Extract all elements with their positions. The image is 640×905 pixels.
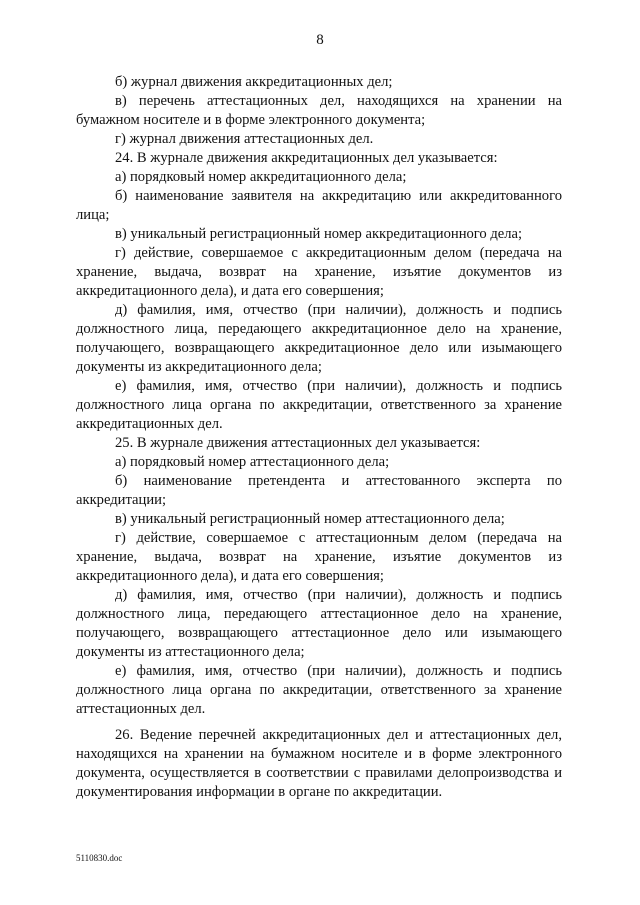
paragraph-1v: в) перечень аттестационных дел, находящихся на хранении на бумажном носителе и в форме электронного документа; [76, 93, 562, 128]
paragraph-24b: б) наименование заявителя на аккредитацию или аккредитованного лица; [76, 188, 562, 223]
paragraph-24d: д) фамилия, имя, отчество (при наличии), должность и подпись должностного лица, передающего аккредитационное дело на хранение, получающего, возвращающего аккредитационное дело или изымающего документы из аккредитационного дела; [76, 302, 562, 375]
file-code: 5110830.doc [76, 853, 123, 863]
paragraph-1b: б) журнал движения аккредитационных дел; [115, 74, 393, 90]
paragraph-24v: в) уникальный регистрационный номер аккредитационного дела; [115, 226, 523, 242]
page-number: 8 [316, 32, 324, 48]
paragraph-24: 24. В журнале движения аккредитационных дел указывается: [115, 150, 498, 166]
paragraph-25a: а) порядковый номер аттестационного дела; [115, 454, 390, 470]
paragraph-25g: г) действие, совершаемое с аттестационным делом (передача на хранение, выдача, возврат на хранение, изъятие документов из аккредитационного дела), и дата его совершения; [76, 530, 562, 584]
paragraph-25e: е) фамилия, имя, отчество (при наличии), должность и подпись должностного лица органа по аккредитации, ответственного за хранение аттестационных дел. [76, 663, 562, 717]
paragraph-25v: в) уникальный регистрационный номер аттестационного дела; [115, 511, 505, 527]
paragraph-25d: д) фамилия, имя, отчество (при наличии), должность и подпись должностного лица, передающего аттестационное дело на хранение, получающего, возвращающего аттестационное дело или изымающего документы из аттестационного дела; [76, 587, 562, 660]
paragraph-26: 26. Ведение перечней аккредитационных дел и аттестационных дел, находящихся на хранении на бумажном носителе и в форме электронного документа, осуществляется в соответствии с правилами делопроизводства и документирования информации в органе по аккредитации. [76, 727, 562, 800]
paragraph-24g: г) действие, совершаемое с аккредитационным делом (передача на хранение, выдача, возврат на хранение, изъятие документов из аккредитационного дела), и дата его совершения; [76, 245, 562, 299]
paragraph-25b: б) наименование претендента и аттестованного эксперта по аккредитации; [76, 473, 562, 508]
paragraph-24a: а) порядковый номер аккредитационного дела; [115, 169, 407, 185]
paragraph-25: 25. В журнале движения аттестационных дел указывается: [115, 435, 481, 451]
paragraph-1g: г) журнал движения аттестационных дел. [115, 131, 374, 147]
paragraph-24e: е) фамилия, имя, отчество (при наличии), должность и подпись должностного лица органа по аккредитации, ответственного за хранение аккредитационных дел. [76, 378, 562, 432]
document-body [76, 73, 562, 802]
